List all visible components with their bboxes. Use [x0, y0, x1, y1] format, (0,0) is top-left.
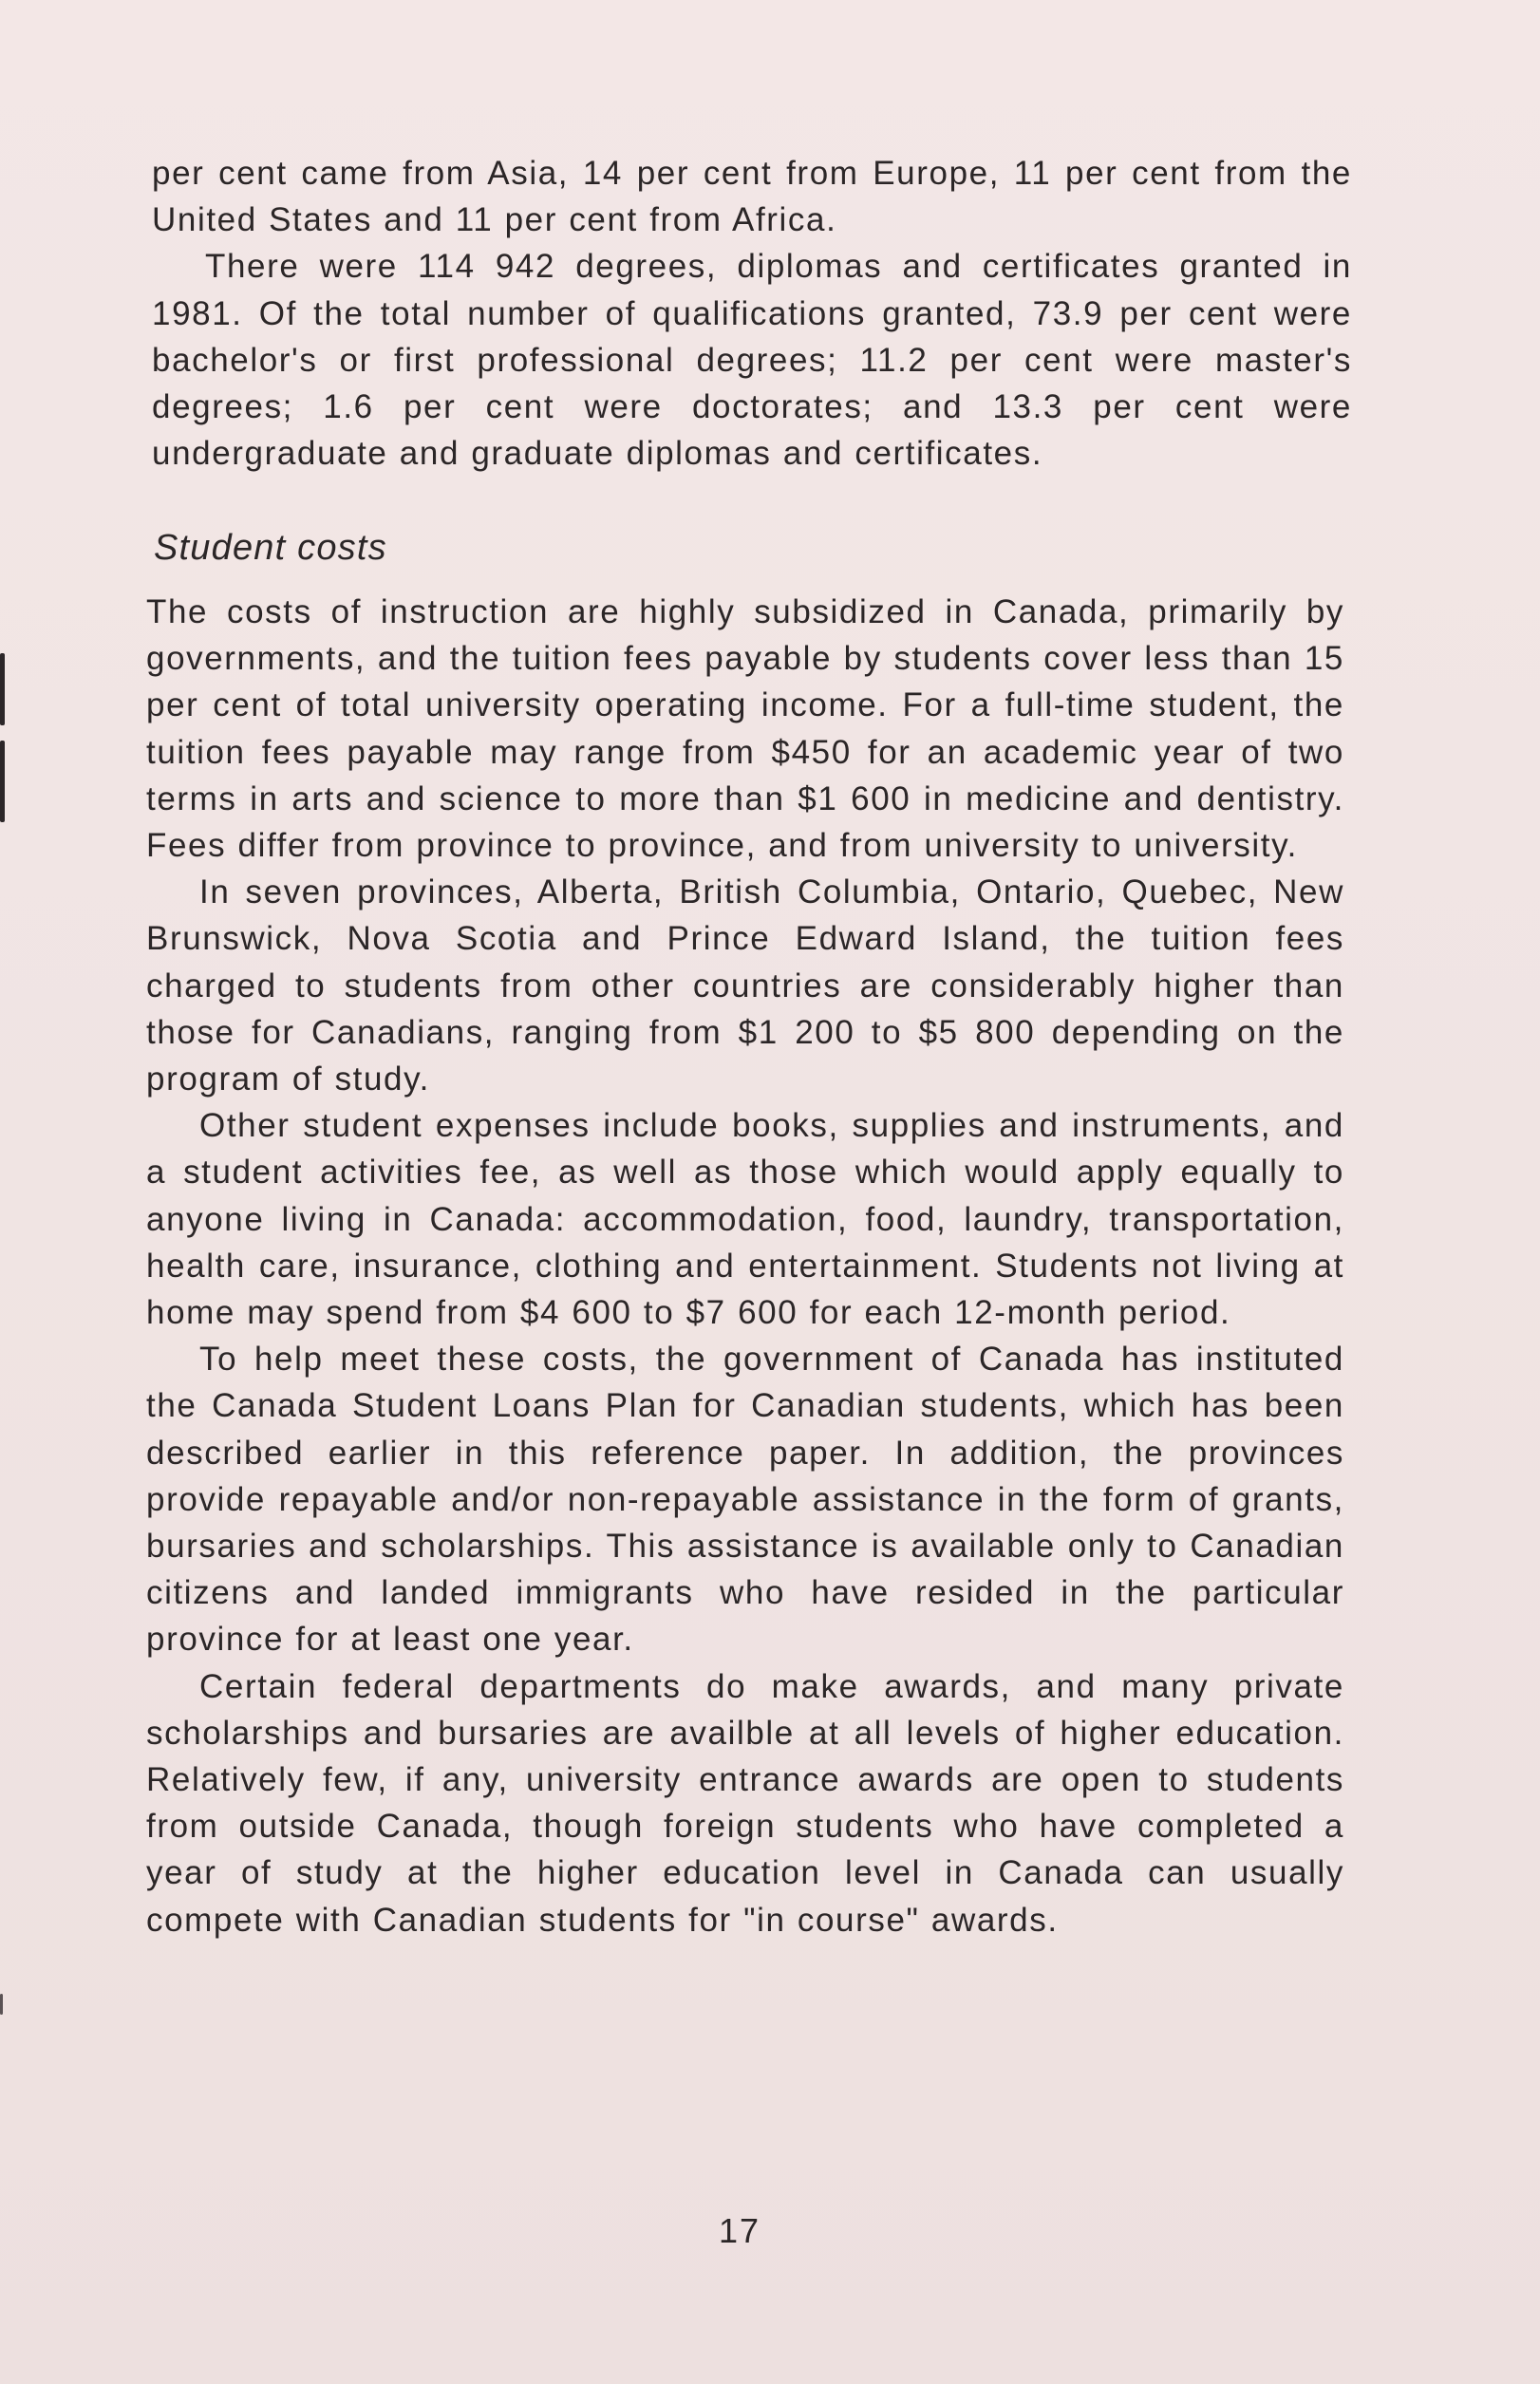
binding-mark	[0, 1994, 3, 2015]
paragraph: To help meet these costs, the government of Canada has instituted the Canada Student Loans Plan for Canadian students, which has been described earlier in this reference paper. In addition, the provinces provide repayable and/or non-repayable assistance in the form of grants, bursaries and scholarships. This assistance is available only to Canadian citizens and landed immigrants who have resided in the particular province for at least one year.	[146, 1341, 1344, 1659]
page-number: 17	[719, 2211, 761, 2250]
section-text	[146, 589, 1344, 1943]
binding-mark	[0, 653, 5, 725]
intro-text	[152, 150, 1352, 477]
paragraph: Other student expenses include books, supplies and instruments, and a student activities fee, as well as those which would apply equally to anyone living in Canada: accommodation, food, laundry, transportation, health care, insurance, clothing and entertainment. Students not living at home may spend from $4 600 to $7 600 for each 12-month period.	[146, 1107, 1344, 1332]
paragraph: per cent came from Asia, 14 per cent from Europe, 11 per cent from the United States and 11 per cent from Africa.	[152, 155, 1352, 239]
paragraph: The costs of instruction are highly subsidized in Canada, primarily by governments, and the tuition fees payable by students cover less than 15 per cent of total university operating income. For a full-time student, the tuition fees payable may range from $450 for an academic year of two terms in arts and science to more than $1 600 in medicine and dentistry. Fees differ from province to province, and from university to university.	[146, 593, 1344, 865]
section-heading: Student costs	[154, 528, 387, 568]
binding-mark	[0, 741, 5, 822]
paragraph: In seven provinces, Alberta, British Columbia, Ontario, Quebec, New Brunswick, Nova Scotia and Prince Edward Island, the tuition fees charged to students from other countries are considerably higher than those for Canadians, ranging from $1 200 to $5 800 depending on the program of study.	[146, 873, 1344, 1098]
paragraph: There were 114 942 degrees, diplomas and certificates granted in 1981. Of the total number of qualifications granted, 73.9 per cent were bachelor's or first professional degrees; 11.2 per cent were master's degrees; 1.6 per cent were doctorates; and 13.3 per cent were undergraduate and graduate diplomas and certificates.	[152, 248, 1352, 473]
paragraph: Certain federal departments do make awards, and many private scholarships and bursaries are availble at all levels of higher education. Relatively few, if any, university entrance awards are open to students from outside Canada, though foreign students who have completed a year of study at the higher education level in Canada can usually compete with Canadian students for "in course" awards.	[146, 1667, 1344, 1939]
